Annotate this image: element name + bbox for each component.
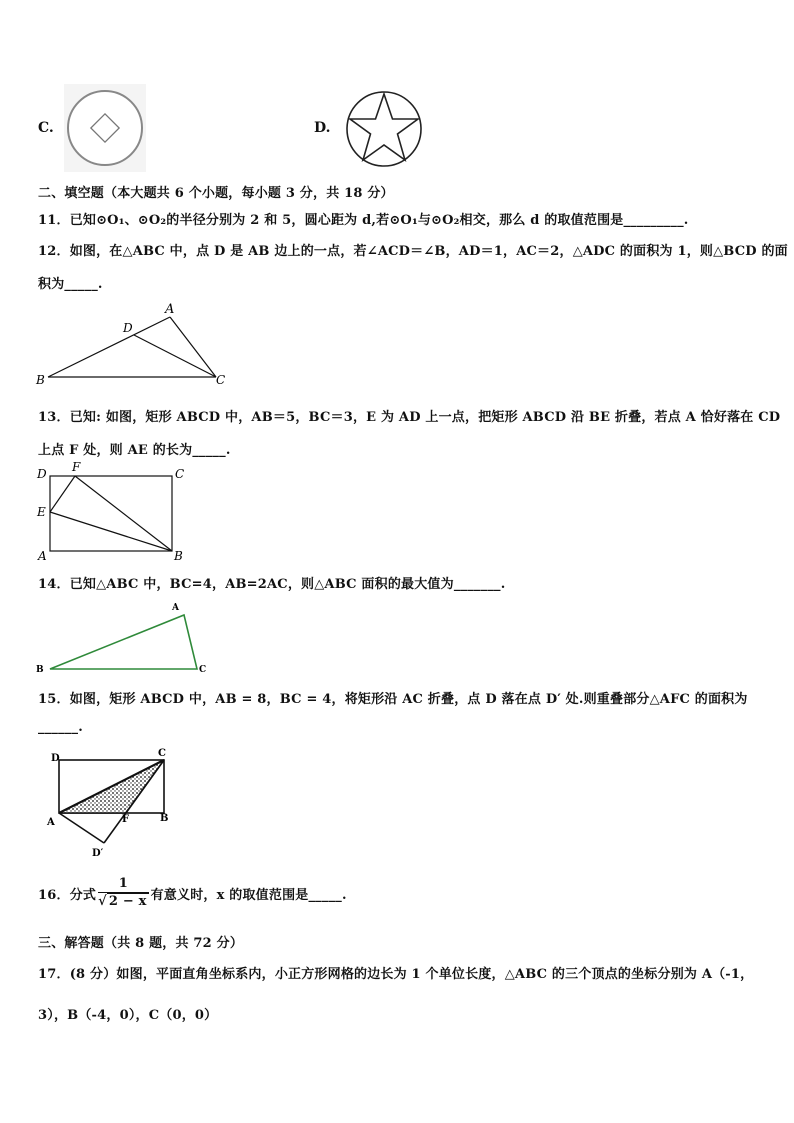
q14-triangle [50, 615, 197, 669]
option-d-figure [342, 88, 426, 170]
option-c-label: C. [38, 120, 54, 136]
question-13-line-1: 13．已知: 如图，矩形 ABCD 中，AB＝5，BC＝3，E 为 AD 上一点，把矩形 ABCD 沿 BE 折叠，若点 A 恰好落在 CD [38, 410, 781, 425]
q13-segment-fb [75, 476, 172, 551]
q13-rectangle [50, 476, 172, 551]
q15-figure [40, 744, 190, 862]
q12-label-b: B [36, 373, 45, 387]
q16-suffix: 有意义时，x 的取值范围是_____. [150, 888, 347, 903]
q14-label-c: C [199, 665, 207, 675]
q15-label-d: D [51, 753, 60, 764]
q12-side-ac [170, 317, 216, 377]
q15-label-c: C [158, 748, 166, 759]
q16-denominator: √ 2 − x [98, 894, 147, 909]
option-d-label: D. [314, 120, 331, 136]
q12-label-d: D [123, 321, 133, 335]
q12-segment-dc [134, 335, 216, 377]
question-14: 14．已知△ABC 中，BC=4，AB=2AC，则△ABC 面积的最大值为_______. [38, 577, 506, 592]
question-12-line-1: 12．如图，在△ABC 中，点 D 是 AB 边上的一点，若∠ACD＝∠B，AD＝1，AC＝2，△ADC 的面积为 1，则△BCD 的面 [38, 244, 788, 259]
option-c-circle [68, 91, 142, 165]
q16-fraction [98, 876, 149, 911]
q14-label-b: B [36, 665, 44, 675]
section-3-title: 三、解答题（共 8 题，共 72 分） [38, 936, 244, 951]
q15-label-b: B [160, 813, 169, 824]
q13-segment-eb [50, 512, 172, 551]
option-d-circle [347, 92, 421, 166]
q13-label-e: E [37, 505, 46, 519]
q16-numerator: 1 [98, 876, 149, 893]
q13-label-b: B [174, 549, 183, 563]
q13-label-f: F [72, 460, 81, 474]
question-17-line-2: 3），B（-4，0），C（0，0） [38, 1008, 218, 1023]
q15-label-a: A [47, 817, 55, 828]
section-2-title: 二、填空题（本大题共 6 个小题，每小题 3 分，共 18 分） [38, 186, 394, 201]
q13-figure [30, 458, 200, 564]
question-13-line-2: 上点 F 处，则 AE 的长为_____. [38, 443, 231, 458]
q13-label-a: A [38, 549, 47, 563]
question-16 [38, 876, 347, 911]
q13-label-c: C [175, 467, 185, 481]
q12-figure [30, 300, 240, 390]
q15-label-f: F [122, 814, 130, 825]
option-c-figure [60, 84, 150, 172]
q14-label-a: A [172, 603, 179, 613]
question-15-line-2: ______. [38, 720, 83, 735]
q16-prefix: 16．分式 [38, 888, 97, 903]
q15-label-d-prime: D′ [92, 848, 104, 859]
q15-segment-ad-prime [59, 813, 104, 843]
q12-label-a: A [165, 302, 175, 317]
q12-label-c: C [216, 373, 226, 387]
q14-figure [30, 598, 220, 676]
question-17-line-1: 17．(8 分）如图，平面直角坐标系内，小正方形网格的边长为 1 个单位长度，△ABC 的三个顶点的坐标分别为 A（-1， [38, 967, 754, 982]
question-12-line-2: 积为_____. [38, 277, 103, 292]
q16-radicand: 2 − x [108, 894, 147, 909]
question-11: 11．已知⊙O₁、⊙O₂的半径分别为 2 和 5，圆心距为 d,若⊙O₁与⊙O₂相交，那么 d 的取值范围是_________. [38, 213, 689, 228]
question-15-line-1: 15．如图，矩形 ABCD 中，AB = 8，BC = 4，将矩形沿 AC 折叠，点 D 落在点 D′ 处.则重叠部分△AFC 的面积为 [38, 692, 748, 707]
q12-side-ba [48, 317, 170, 377]
q13-segment-ef [50, 476, 75, 512]
q13-label-d: D [37, 467, 47, 481]
